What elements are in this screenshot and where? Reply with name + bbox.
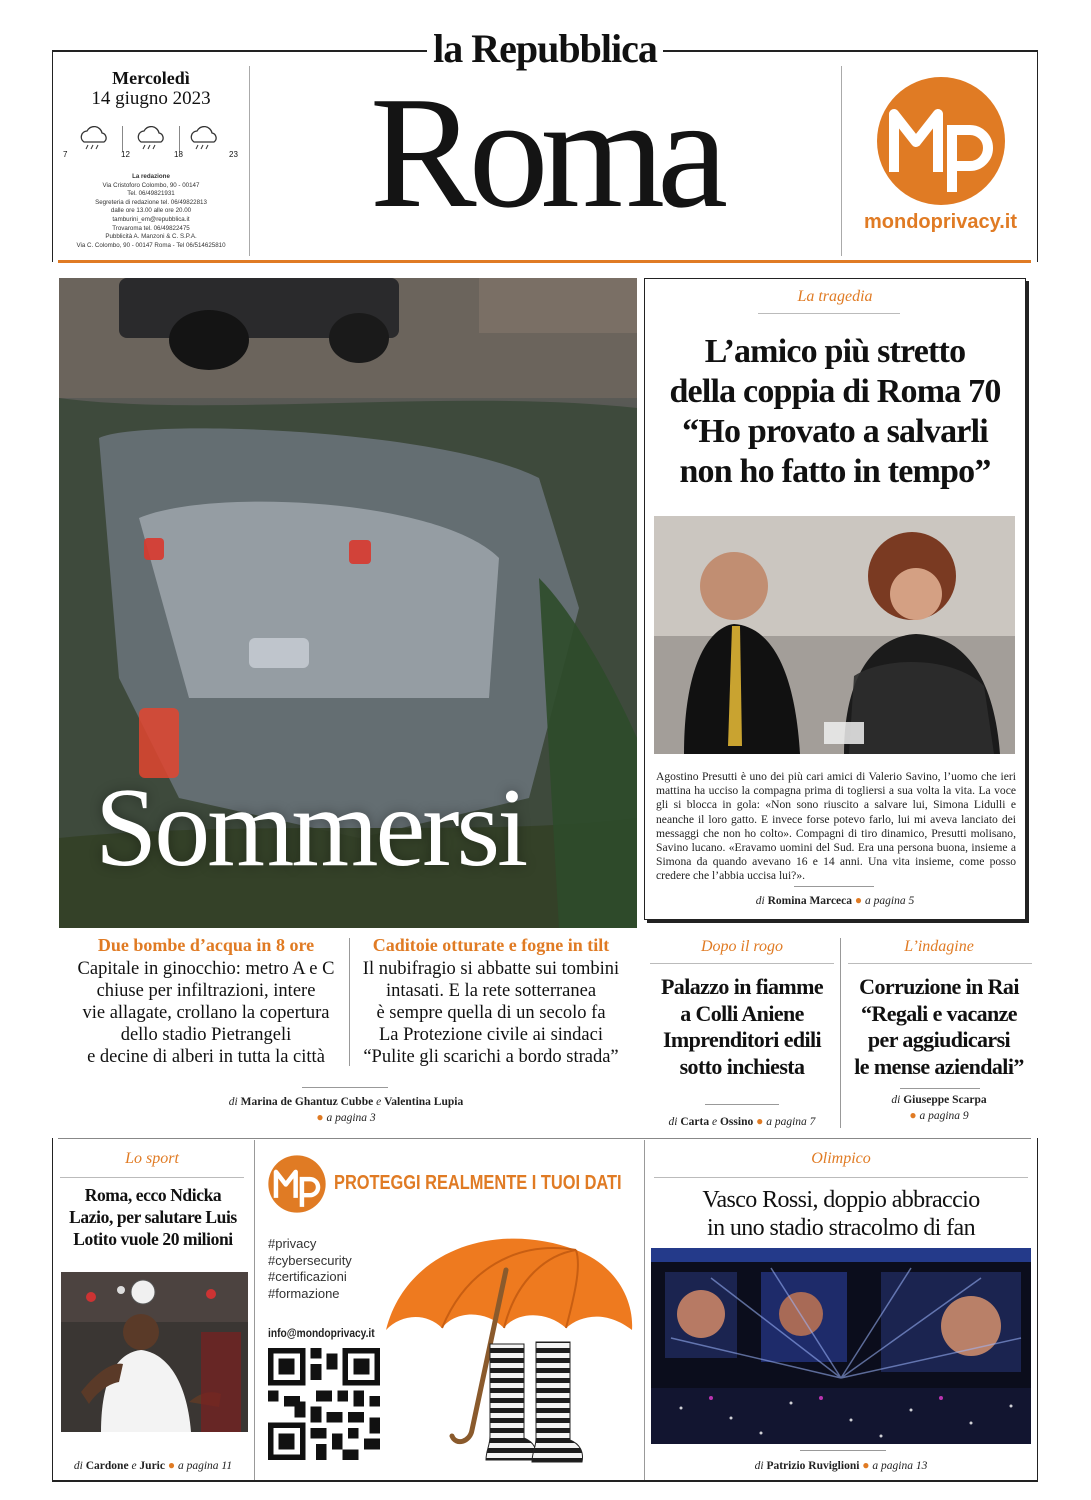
rain-cloud-icon (188, 126, 222, 150)
hashtag: #privacy (268, 1236, 317, 1251)
author-name: Marina de Ghantuz Cubbe (240, 1096, 374, 1108)
sport-byline[interactable]: di Cardone e Juric ● a pagina 11 (73, 1458, 233, 1472)
headline-line: “Regali e vacanze (861, 1000, 1017, 1026)
fire-headline[interactable] (650, 974, 834, 1080)
bottom-section-rule (58, 1138, 1031, 1139)
hashtag: #formazione (268, 1285, 340, 1301)
headline-line: Corruzione in Rai (859, 974, 1019, 999)
weather-hour: 12 (121, 150, 130, 159)
investigation-byline[interactable]: di Giuseppe Scarpa (891, 1094, 987, 1106)
hashtag: #cybersecurity (268, 1252, 352, 1268)
concert-byline[interactable]: di Patrizio Ruviglioni ● a pagina 13 (754, 1458, 928, 1472)
masthead-right-divider (841, 66, 842, 256)
investigation-headline[interactable] (846, 974, 1032, 1080)
lead-headline[interactable]: Sommersi (95, 766, 526, 890)
headline-line: della coppia di Roma 70 (669, 373, 1001, 410)
masthead-orange-rule (58, 260, 1031, 263)
tragedy-kicker-rule (758, 313, 900, 314)
tragedy-body: Agostino Presutti è uno dei più cari amici di Valerio Savino, l’uomo che ieri mattina ha ucciso la compagna prima di togliersi a sua volta la vita. La voce gli si blocca in gola: «Non sono riuscito a salvare lui, Simona Lidulli e neanche il loro gatto. E invece forse potevo farlo, lui mi aveva lanciato dei messaggi che non ho colto». Compagni di tiro dinamico, Presutti molisano, Savino lucano. «Eravamo uomini del Sud. Era una persona buona, insieme a Simona da quando avevano 16 e 14 anni. Una vita insieme, come posso credere che l’abbia uccisa lui?». (656, 770, 1016, 883)
author-name: Ossino (719, 1116, 754, 1128)
headline-line: Palazzo in fiamme (660, 974, 824, 999)
weather-strip (60, 122, 242, 162)
weather-hour: 7 (63, 150, 68, 159)
lead-subhead-left: Due bombe d’acqua in 8 ore (97, 935, 315, 955)
lead-body-left (62, 958, 350, 1068)
mondoprivacy-ad[interactable] (258, 1142, 642, 1478)
sport-ad-divider (254, 1140, 255, 1480)
investigation-kicker-rule (848, 963, 1032, 964)
concert-kicker: Olimpico (811, 1150, 871, 1167)
redazione-line[interactable]: tamburini_em@repubblica.it (112, 215, 190, 223)
author-name: Giuseppe Scarpa (903, 1094, 987, 1106)
bullet-icon: ● (854, 893, 863, 907)
ad-email[interactable]: info@mondoprivacy.it (268, 1326, 375, 1340)
headline-line: a Colli Aniene (680, 1000, 804, 1026)
lead-line: Il nubifragio si abbatte sui tombini (362, 959, 620, 979)
headline-line: Imprenditori edili (662, 1027, 822, 1052)
lead-line: intasati. E la rete sotterranea (385, 981, 597, 1001)
lead-photo-flooded-street[interactable] (59, 278, 637, 928)
paper-name[interactable]: la Repubblica (433, 26, 657, 71)
author-name: Carta (680, 1116, 710, 1128)
ad-concert-divider (644, 1140, 645, 1480)
mp-logo-icon (266, 1154, 328, 1214)
headline-line: le mense aziendali” (854, 1053, 1024, 1079)
redazione-line: Via Cristoforo Colombo, 90 - 00147 (102, 181, 200, 189)
headline-line: Lotito vuole 20 milioni (73, 1229, 233, 1249)
lead-byline-rule (302, 1087, 388, 1088)
sport-headline[interactable] (58, 1184, 248, 1250)
author-name: Romina Marceca (767, 895, 853, 907)
lead-column-divider (349, 938, 350, 1066)
sport-photo-footballer[interactable] (61, 1272, 248, 1432)
headline-line: “Ho provato a salvarli (682, 413, 988, 450)
ad-title: PROTEGGI REALMENTE I TUOI DATI (334, 1172, 622, 1194)
headline-line: in uno stadio stracolmo di fan (707, 1215, 975, 1241)
redazione-title: La redazione (132, 173, 170, 180)
qr-code-icon[interactable] (268, 1348, 380, 1460)
headline-line: L’amico più stretto (704, 333, 966, 370)
footballer-photo-image (61, 1272, 248, 1432)
weather-slot (117, 122, 173, 162)
lead-line: vie allagate, crollano la copertura (82, 1003, 330, 1023)
lead-line: “Pulite gli scarichi a bordo strada” (363, 1047, 619, 1067)
headline-line: sotto inchiesta (679, 1053, 805, 1079)
tragedy-kicker: La tragedia (797, 288, 873, 305)
lead-line: chiuse per infiltrazioni, intere (96, 981, 316, 1001)
weather-hour: 18 (174, 150, 183, 159)
rain-cloud-icon (135, 126, 169, 150)
weather-slot (60, 122, 116, 162)
redazione-line: Tel. 06/49821931 (127, 190, 175, 198)
rain-cloud-icon (78, 126, 112, 150)
weather-slot (172, 122, 242, 162)
concert-kicker-rule (654, 1177, 1028, 1178)
rain-boots-icon (480, 1338, 590, 1468)
masthead-top-rule-left (52, 50, 427, 52)
redazione-line: Trovaroma tel. 06/49822475 (112, 224, 190, 232)
headline-line: Lazio, per salutare Luis (69, 1207, 237, 1227)
headline-line: non ho fatto in tempo” (679, 453, 991, 490)
lead-line: e decine di alberi in tutta la città (87, 1047, 325, 1067)
lead-line: La Protezione civile ai sindaci (379, 1025, 603, 1045)
redazione-line: Segreteria di redazione tel. 06/49822813 (95, 198, 207, 206)
investigation-page-ref[interactable]: ● a pagina 9 (909, 1108, 969, 1122)
page-bottom-rule (52, 1480, 1038, 1482)
weather-hour: 23 (229, 150, 238, 159)
lead-line: dello stadio Pietrangeli (120, 1025, 292, 1045)
lead-subhead-right: Caditoie otturate e fogne in tilt (372, 935, 610, 955)
fire-byline[interactable]: di Carta e Ossino ● a pagina 7 (668, 1114, 816, 1128)
masthead-left-frame (52, 50, 53, 262)
bullet-icon: ● (167, 1458, 176, 1472)
bullet-icon: ● (909, 1108, 917, 1122)
author-name: Cardone (85, 1460, 129, 1472)
fire-investigation-divider (840, 938, 841, 1128)
redazione-line: Pubblicità A. Manzoni & C. S.P.A. (105, 233, 197, 241)
redazione-block (58, 173, 244, 250)
concert-byline-rule (800, 1450, 886, 1451)
headline-line: per aggiudicarsi (867, 1027, 1011, 1052)
tragedy-byline[interactable]: di Romina Marceca ● a pagina 5 (755, 893, 915, 907)
investigation-byline-rule (900, 1088, 980, 1089)
headline-line: Roma, ecco Ndicka (84, 1185, 222, 1205)
sponsor-url[interactable]: mondoprivacy.it (864, 211, 1017, 233)
edition-day: Mercoledì (112, 68, 190, 88)
masthead-top-rule-right (663, 50, 1038, 52)
tragedy-byline-rule (794, 886, 874, 887)
masthead-right-frame (1037, 50, 1038, 262)
tragedy-photo-couple[interactable] (654, 516, 1015, 754)
author-name: Juric (139, 1460, 165, 1472)
lead-page-ref[interactable]: ● a pagina 3 (316, 1110, 376, 1124)
edition-title[interactable]: Roma (369, 63, 721, 241)
lead-line: Capitale in ginocchio: metro A e C (77, 959, 335, 979)
bullet-icon: ● (862, 1458, 870, 1472)
lead-body-right (352, 958, 630, 1068)
author-name: Valentina Lupia (384, 1096, 464, 1108)
page-right-frame-bottom (1037, 1138, 1038, 1480)
sport-kicker: Lo sport (125, 1150, 179, 1167)
redazione-line: Via C. Colombo, 90 - 00147 Roma - Tel 06/514625810 (76, 241, 226, 249)
headline-line: Vasco Rossi, doppio abbraccio (702, 1187, 980, 1213)
tragedy-headline[interactable] (648, 332, 1022, 492)
author-name: Patrizio Ruviglioni (766, 1460, 860, 1472)
bullet-icon: ● (316, 1110, 324, 1124)
lead-line: è sempre quella di un secolo fa (376, 1003, 606, 1023)
concert-photo-stadium[interactable] (651, 1248, 1031, 1444)
mondoprivacy-logo[interactable] (848, 70, 1033, 256)
ad-hashtags (268, 1236, 352, 1302)
sport-kicker-rule (60, 1177, 244, 1178)
mp-logo-icon (872, 74, 1010, 208)
masthead-left-divider (249, 66, 250, 256)
concert-headline[interactable] (650, 1186, 1032, 1242)
couple-photo-image (654, 516, 1015, 754)
redazione-line: dalle ore 13.00 alle ore 20.00 (110, 207, 192, 215)
fire-byline-rule (705, 1104, 779, 1105)
fire-kicker: Dopo il rogo (700, 938, 784, 955)
page-left-frame-bottom (52, 1138, 53, 1480)
investigation-kicker: L’indagine (904, 938, 974, 955)
edition-date: 14 giugno 2023 (91, 88, 211, 109)
bullet-icon: ● (756, 1114, 764, 1128)
stadium-concert-image (651, 1248, 1031, 1444)
lead-byline[interactable]: di Marina de Ghantuz Cubbe e Valentina Lupia (228, 1096, 464, 1108)
fire-kicker-rule (650, 963, 834, 964)
hashtag: #certificazioni (268, 1269, 347, 1284)
